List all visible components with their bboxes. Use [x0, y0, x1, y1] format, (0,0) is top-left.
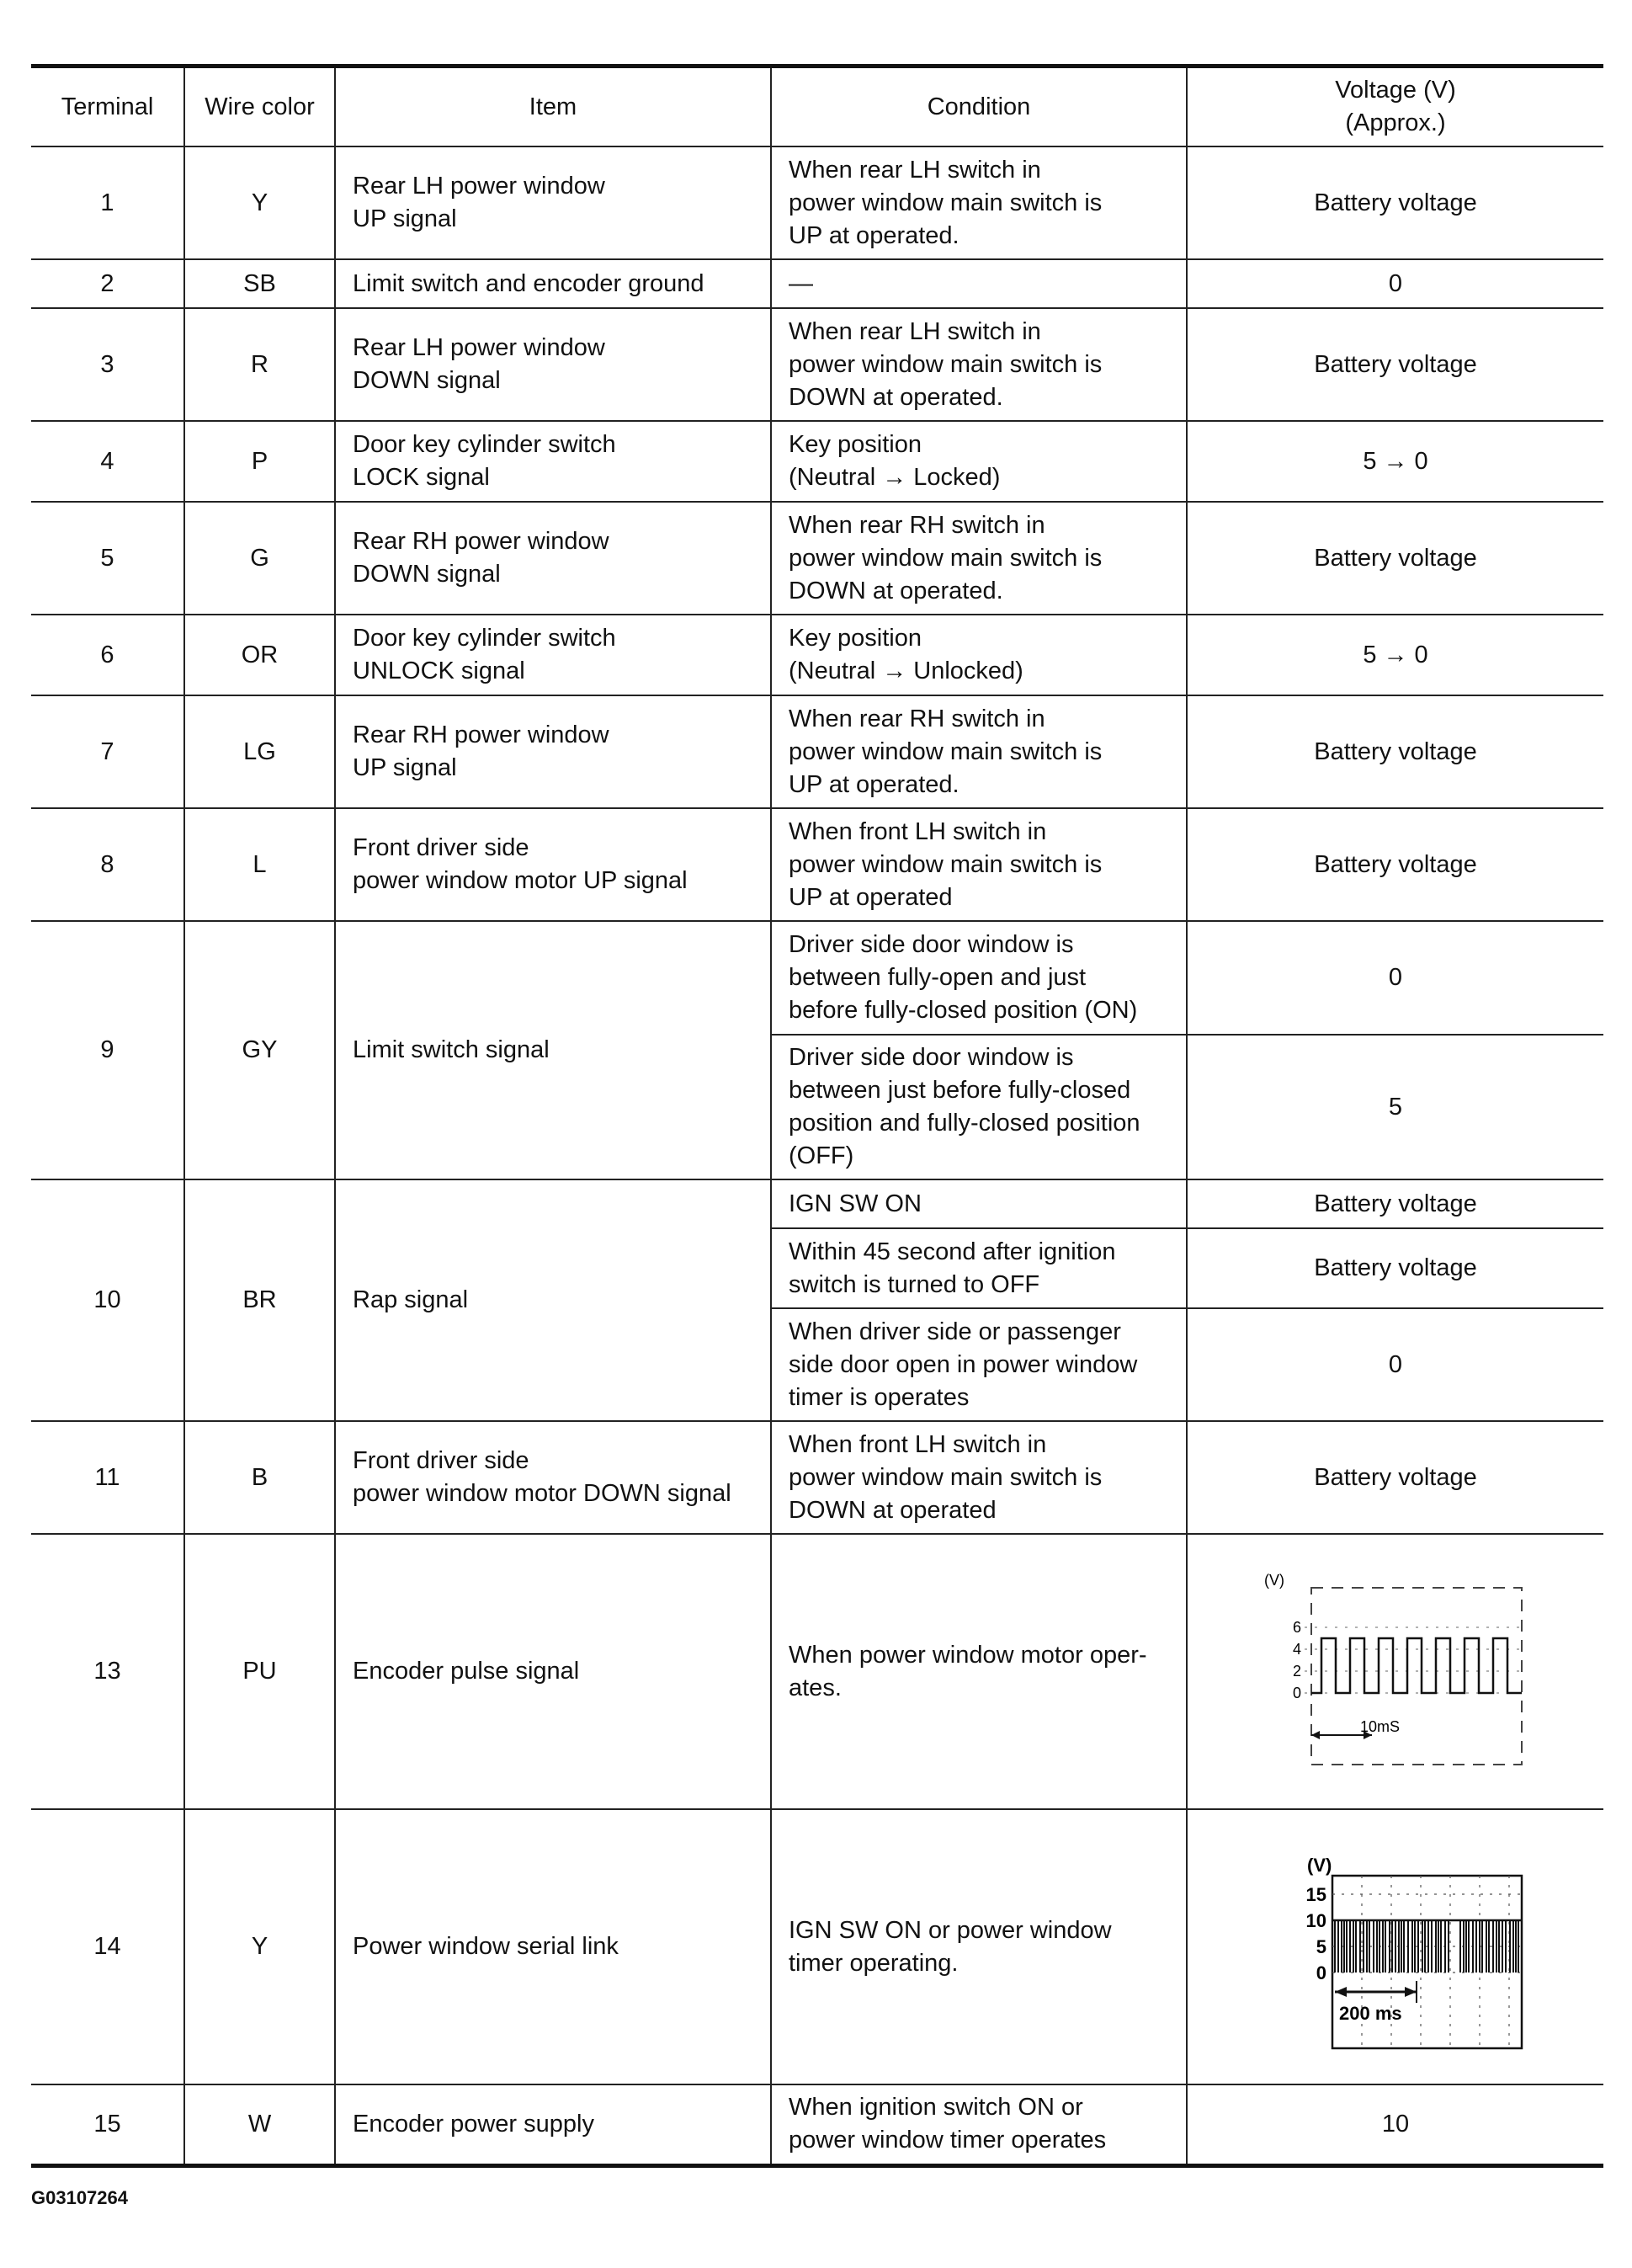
wire-color-cell: OR — [184, 615, 335, 695]
table-row — [31, 808, 1603, 921]
waveform-tick-label: 5 — [1316, 1935, 1326, 1957]
wire-color-cell: R — [184, 308, 335, 421]
header-condition: Condition — [771, 67, 1187, 147]
voltage-cell: Battery voltage — [1187, 808, 1603, 921]
serial-link-waveform — [1261, 1838, 1530, 2057]
table-row — [31, 502, 1603, 615]
voltage-cell: Battery voltage — [1187, 695, 1603, 808]
voltage-cell: Battery voltage — [1187, 1179, 1603, 1228]
wire-color-cell: LG — [184, 695, 335, 808]
voltage-cell: 0 — [1187, 1308, 1603, 1421]
item-cell: Door key cylinder switch LOCK signal — [335, 421, 771, 502]
voltage-cell: Battery voltage — [1187, 308, 1603, 421]
header-terminal: Terminal — [31, 67, 184, 147]
terminal-cell: 13 — [31, 1534, 184, 1809]
wire-color-cell: GY — [184, 921, 335, 1179]
item-cell: Door key cylinder switch UNLOCK signal — [335, 615, 771, 695]
condition-cell: When power window motor oper- ates. — [771, 1534, 1187, 1809]
waveform-trace — [1311, 1638, 1522, 1693]
condition-cell: When rear RH switch in power window main switch is DOWN at operated. — [771, 502, 1187, 615]
header-item: Item — [335, 67, 771, 147]
condition-cell: When rear LH switch in power window main switch is UP at operated. — [771, 146, 1187, 259]
voltage-cell: 5 — [1187, 1035, 1603, 1179]
condition-cell: When driver side or passenger side door open in power window timer is operates — [771, 1308, 1187, 1421]
item-cell: Power window serial link — [335, 1809, 771, 2084]
item-cell: Rear LH power window UP signal — [335, 146, 771, 259]
condition-cell: IGN SW ON or power window timer operating. — [771, 1809, 1187, 2084]
item-cell: Limit switch and encoder ground — [335, 259, 771, 308]
voltage-cell: Battery voltage — [1187, 1228, 1603, 1308]
wire-color-cell: BR — [184, 1179, 335, 1421]
item-cell: Rear RH power window UP signal — [335, 695, 771, 808]
wire-color-cell: G — [184, 502, 335, 615]
terminal-cell: 1 — [31, 146, 184, 259]
item-cell: Rap signal — [335, 1179, 771, 1421]
item-cell: Rear RH power window DOWN signal — [335, 502, 771, 615]
condition-cell: When rear LH switch in power window main switch is DOWN at operated. — [771, 308, 1187, 421]
table-row — [31, 259, 1603, 308]
condition-cell: When front LH switch in power window main switch is DOWN at operated — [771, 1421, 1187, 1534]
terminal-cell: 8 — [31, 808, 184, 921]
terminal-table — [31, 64, 1603, 2168]
terminal-cell: 2 — [31, 259, 184, 308]
condition-cell: Driver side door window is between fully-open and just before fully-closed position (ON) — [771, 921, 1187, 1035]
waveform-timebase-label: 10mS — [1360, 1717, 1401, 1735]
item-cell: Encoder power supply — [335, 2084, 771, 2165]
waveform-tick-label: 0 — [1293, 1684, 1302, 1701]
condition-cell: Key position (Neutral → Unlocked) — [771, 615, 1187, 695]
voltage-cell: Battery voltage — [1187, 146, 1603, 259]
condition-cell: When rear RH switch in power window main switch is UP at operated. — [771, 695, 1187, 808]
table-row — [31, 695, 1603, 808]
terminal-cell: 6 — [31, 615, 184, 695]
terminal-cell: 3 — [31, 308, 184, 421]
wire-color-cell: SB — [184, 259, 335, 308]
waveform-tick-label: 6 — [1293, 1618, 1302, 1636]
table-row — [31, 1421, 1603, 1534]
voltage-cell — [1187, 1809, 1603, 2084]
table-row — [31, 1534, 1603, 1809]
waveform-tick-label: 15 — [1305, 1883, 1326, 1905]
table-body — [31, 146, 1603, 2165]
terminal-cell: 10 — [31, 1179, 184, 1421]
waveform-tick-label: 0 — [1316, 1962, 1326, 1983]
condition-cell: IGN SW ON — [771, 1179, 1187, 1228]
waveform-tick-label: 2 — [1293, 1662, 1302, 1680]
condition-cell: When front LH switch in power window main switch is UP at operated — [771, 808, 1187, 921]
wire-color-cell: PU — [184, 1534, 335, 1809]
table-row — [31, 1809, 1603, 2084]
wire-color-cell: W — [184, 2084, 335, 2165]
voltage-cell: 5 → 0 — [1187, 615, 1603, 695]
terminal-cell: 5 — [31, 502, 184, 615]
encoder-pulse-waveform — [1261, 1567, 1530, 1777]
voltage-cell: 0 — [1187, 921, 1603, 1035]
condition-cell: When ignition switch ON or power window timer operates — [771, 2084, 1187, 2165]
condition-cell: Key position (Neutral → Locked) — [771, 421, 1187, 502]
terminal-cell: 9 — [31, 921, 184, 1179]
terminal-cell: 7 — [31, 695, 184, 808]
terminal-cell: 15 — [31, 2084, 184, 2165]
waveform-unit-label: (V) — [1307, 1854, 1332, 1876]
table-row — [31, 1179, 1603, 1228]
item-cell: Front driver side power window motor UP signal — [335, 808, 771, 921]
header-row — [31, 67, 1603, 147]
waveform-timebase-label: 200 ms — [1339, 2002, 1402, 2024]
waveform-tick-label: 4 — [1293, 1640, 1302, 1658]
terminal-cell: 4 — [31, 421, 184, 502]
voltage-cell: 10 — [1187, 2084, 1603, 2165]
header-voltage: Voltage (V) (Approx.) — [1187, 67, 1603, 147]
wire-color-cell: P — [184, 421, 335, 502]
item-cell: Front driver side power window motor DOWN signal — [335, 1421, 771, 1534]
condition-cell: Within 45 second after ignition switch is turned to OFF — [771, 1228, 1187, 1308]
voltage-cell: Battery voltage — [1187, 502, 1603, 615]
voltage-cell — [1187, 1534, 1603, 1809]
voltage-cell: 0 — [1187, 259, 1603, 308]
voltage-cell: Battery voltage — [1187, 1421, 1603, 1534]
waveform-tick-label: 10 — [1305, 1909, 1326, 1931]
item-cell: Rear LH power window DOWN signal — [335, 308, 771, 421]
table-row — [31, 146, 1603, 259]
wire-color-cell: B — [184, 1421, 335, 1534]
waveform-unit-label: (V) — [1264, 1571, 1284, 1589]
table-row — [31, 2084, 1603, 2165]
table-row — [31, 921, 1603, 1035]
voltage-cell: 5 → 0 — [1187, 421, 1603, 502]
header-wire-color: Wire color — [184, 67, 335, 147]
terminal-cell: 14 — [31, 1809, 184, 2084]
figure-code: G03107264 — [31, 2187, 128, 2208]
wire-color-cell: Y — [184, 1809, 335, 2084]
table-row — [31, 615, 1603, 695]
wire-color-cell: L — [184, 808, 335, 921]
item-cell: Limit switch signal — [335, 921, 771, 1179]
condition-cell: Driver side door window is between just before fully-closed position and fully-closed position (OFF) — [771, 1035, 1187, 1179]
wire-color-cell: Y — [184, 146, 335, 259]
condition-cell: — — [771, 259, 1187, 308]
table-row — [31, 308, 1603, 421]
item-cell: Encoder pulse signal — [335, 1534, 771, 1809]
table-row — [31, 421, 1603, 502]
terminal-cell: 11 — [31, 1421, 184, 1534]
